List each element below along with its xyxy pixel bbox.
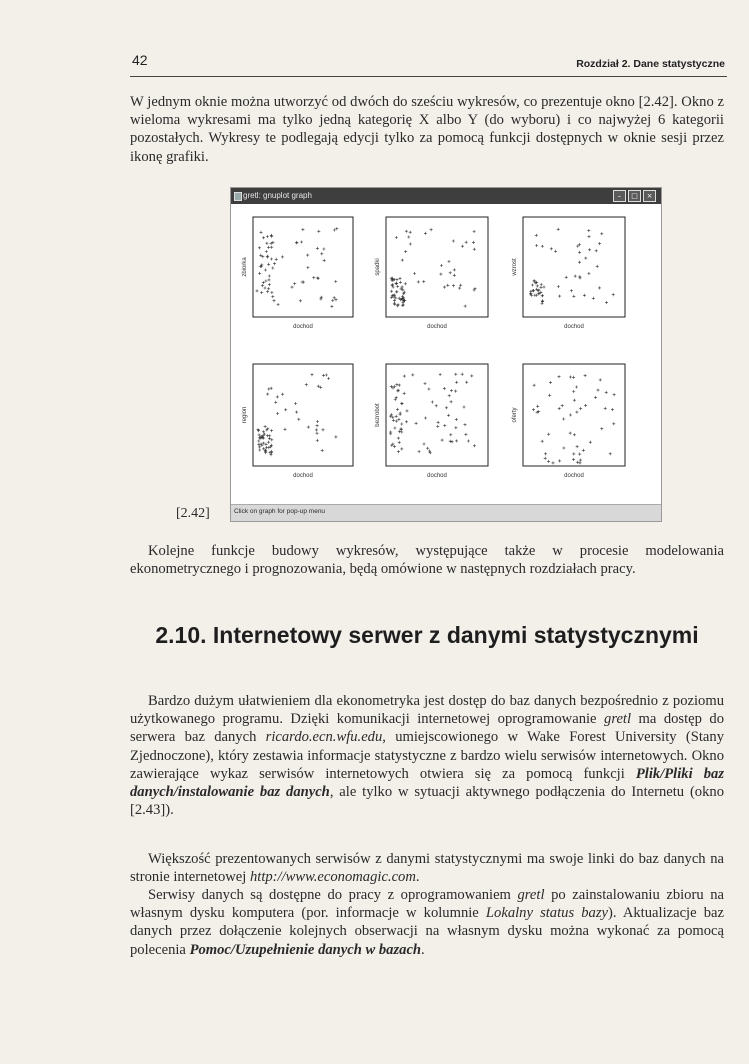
- minimize-icon[interactable]: –: [613, 190, 626, 202]
- scatter-points: [256, 227, 339, 308]
- plot-xlabel: dochod: [293, 324, 313, 330]
- plot-frame: [523, 217, 625, 317]
- scatter-points: [257, 373, 338, 456]
- maximize-icon[interactable]: □: [628, 190, 641, 202]
- plot-xlabel: dochod: [564, 473, 584, 479]
- status-text: Click on graph for pop-up menu: [234, 508, 326, 515]
- p1-text-1: Bardzo dużym ułatwieniem dla ekonometryka jest dostęp do baz danych bezpośrednio z poziomu użytkowanego programu. Dzięki komunikacji internetowej oprogramowanie: [130, 693, 724, 728]
- p3-menu: Pomoc/Uzupełnienie danych w bazach: [189, 941, 422, 958]
- plot-frame: [253, 217, 353, 317]
- body-paragraph-3: [130, 886, 724, 959]
- p1-url: ricardo.ecn.wfu.edu: [265, 729, 383, 746]
- status-bar: [231, 504, 661, 521]
- page-number: 42: [132, 52, 148, 68]
- close-icon[interactable]: ×: [643, 190, 656, 202]
- plot-frame: [253, 364, 353, 466]
- plot-frame: [523, 364, 625, 466]
- plot-ylabel: zbiorka: [242, 257, 248, 277]
- p3-text-2: po zainstalowaniu zbioru na własnym dysku komputera (por. informacje w kolumnie: [130, 887, 724, 922]
- plot-xlabel: dochod: [427, 473, 447, 479]
- app-icon: [234, 192, 242, 201]
- header-rule: [130, 76, 727, 77]
- scatter-points: [389, 373, 476, 455]
- body-paragraph-1: [130, 692, 724, 819]
- multiplot-canvas[interactable]: [231, 204, 661, 504]
- p2-text-1: Większość prezentowanych serwisów z danymi statystycznymi ma swoje linki do baz danych na stronie internetowej: [130, 851, 724, 886]
- plot-ylabel: region: [242, 406, 248, 424]
- plot-ylabel: wzrost: [512, 258, 518, 276]
- figure-label: [2.42]: [176, 506, 210, 521]
- section-number: 2.10.: [155, 622, 207, 648]
- p3-gretl: gretl: [517, 887, 545, 903]
- p3-text-3: ). Aktualizacje baz danych przez dołączenie kolejnych obserwacji na własnym dysku można wykonać za pomocą polecenia: [130, 905, 724, 958]
- scatter-points: [529, 228, 615, 305]
- plot-frame: [386, 217, 488, 317]
- p1-gretl: gretl: [604, 711, 632, 728]
- window-title: gretl: gnuplot graph: [243, 191, 312, 200]
- gnuplot-window: [230, 187, 662, 522]
- p2-text-2: .: [415, 869, 420, 886]
- p2-url: http://www.economagic.com: [249, 869, 416, 886]
- section-heading: [130, 622, 724, 649]
- plot-ylabel: spadki: [375, 258, 381, 276]
- scatter-points: [390, 228, 477, 307]
- plot-xlabel: dochod: [427, 324, 447, 330]
- p1-text-4: , ale tylko w sytuacji aktywnego podłączenia do Internetu (okno [2.43]).: [130, 784, 724, 819]
- plot-area[interactable]: [231, 204, 661, 504]
- plot-frame: [386, 364, 488, 466]
- window-titlebar[interactable]: [231, 188, 661, 204]
- body-paragraph-2: [130, 850, 724, 886]
- plot-ylabel: bezrobot: [375, 403, 381, 427]
- plot-xlabel: dochod: [293, 473, 313, 479]
- p1-text-3: , umiejscowionego w Wake Forest University (Stany Zjednoczone), który zestawia informacje statystyczne z bardzo wielu serwisów internetowych. Okno zawierające wykaz serwisów internetowych otwiera się za pomocą funkcji: [130, 729, 724, 782]
- scatter-points: [532, 374, 616, 464]
- p3-status: Lokalny status bazy: [485, 905, 609, 922]
- after-figure-paragraph: Kolejne funkcje budowy wykresów, występujące także w procesie modelowania ekonometrycznego i prognozowania, będą omówione w następnych rozdziałach pracy.: [130, 543, 724, 578]
- section-title: Internetowy serwer z danymi statystycznymi: [212, 622, 699, 648]
- p1-text-2: ma dostęp do serwera baz danych: [130, 711, 724, 746]
- p3-text-1: Serwisy danych są dostępne do pracy z oprogramowaniem: [148, 887, 518, 903]
- plot-xlabel: dochod: [564, 324, 584, 330]
- p3-text-4: .: [421, 941, 425, 958]
- intro-paragraph: W jednym oknie można utworzyć od dwóch do sześciu wykresów, co prezentuje okno [2.42]. Okno z wieloma wykresami ma tylko jedną kategorię X albo Y (do wyboru) i co najwyżej 6 kategorii pozostałych. Wykresy te podlegają edycji tylko za pomocą funkcji dostępnych w oknie sesji przez ikonę grafiki.: [130, 94, 724, 165]
- p1-menu: Plik/Pliki baz danych/instalowanie baz danych: [130, 765, 724, 801]
- plot-ylabel: oferty: [512, 407, 518, 423]
- chapter-title: Rozdział 2. Dane statystyczne: [576, 58, 725, 70]
